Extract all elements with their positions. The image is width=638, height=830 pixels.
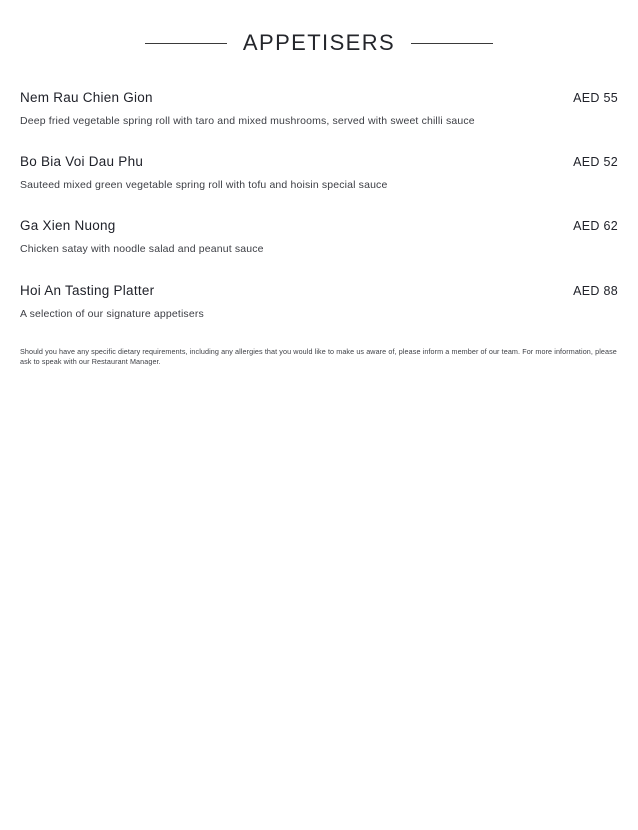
- menu-section-header: [14, 30, 624, 56]
- menu-item-heading: [20, 90, 618, 105]
- header-rule-left: [145, 43, 227, 44]
- menu-item-name: Bo Bia Voi Dau Phu: [20, 154, 144, 170]
- list-item: [20, 283, 618, 321]
- menu-item-list: [14, 90, 624, 321]
- menu-item-price: AED 52: [573, 155, 618, 170]
- menu-item-heading: [20, 283, 618, 298]
- list-item: [20, 218, 618, 256]
- menu-item-description: A selection of our signature appetisers: [20, 307, 204, 320]
- menu-item-description: Sauteed mixed green vegetable spring roll with tofu and hoisin special sauce: [20, 179, 388, 192]
- menu-item-name: Hoi An Tasting Platter: [20, 282, 155, 298]
- menu-item-description: Chicken satay with noodle salad and peanut sauce: [20, 243, 264, 256]
- list-item: [20, 154, 618, 192]
- menu-item-name: Nem Rau Chien Gion: [20, 90, 153, 105]
- list-item: [20, 90, 618, 128]
- menu-item-name: Ga Xien Nuong: [20, 218, 116, 234]
- menu-item-description: Deep fried vegetable spring roll with taro and mixed mushrooms, served with sweet chilli sauce: [20, 115, 475, 127]
- menu-item-price: AED 88: [573, 283, 618, 298]
- menu-item-price: AED 62: [573, 219, 618, 234]
- dietary-disclaimer: Should you have any specific dietary requirements, including any allergies that you would like to make us aware of, please inform a member of our team. For more information, please ask to speak with our Restaurant Manager.: [20, 346, 617, 367]
- page-title: APPETISERS: [242, 30, 396, 55]
- header-rule-right: [411, 43, 493, 44]
- menu-page: [0, 30, 638, 830]
- menu-item-heading: [20, 154, 618, 169]
- menu-item-price: AED 55: [573, 91, 618, 105]
- menu-item-heading: [20, 218, 618, 233]
